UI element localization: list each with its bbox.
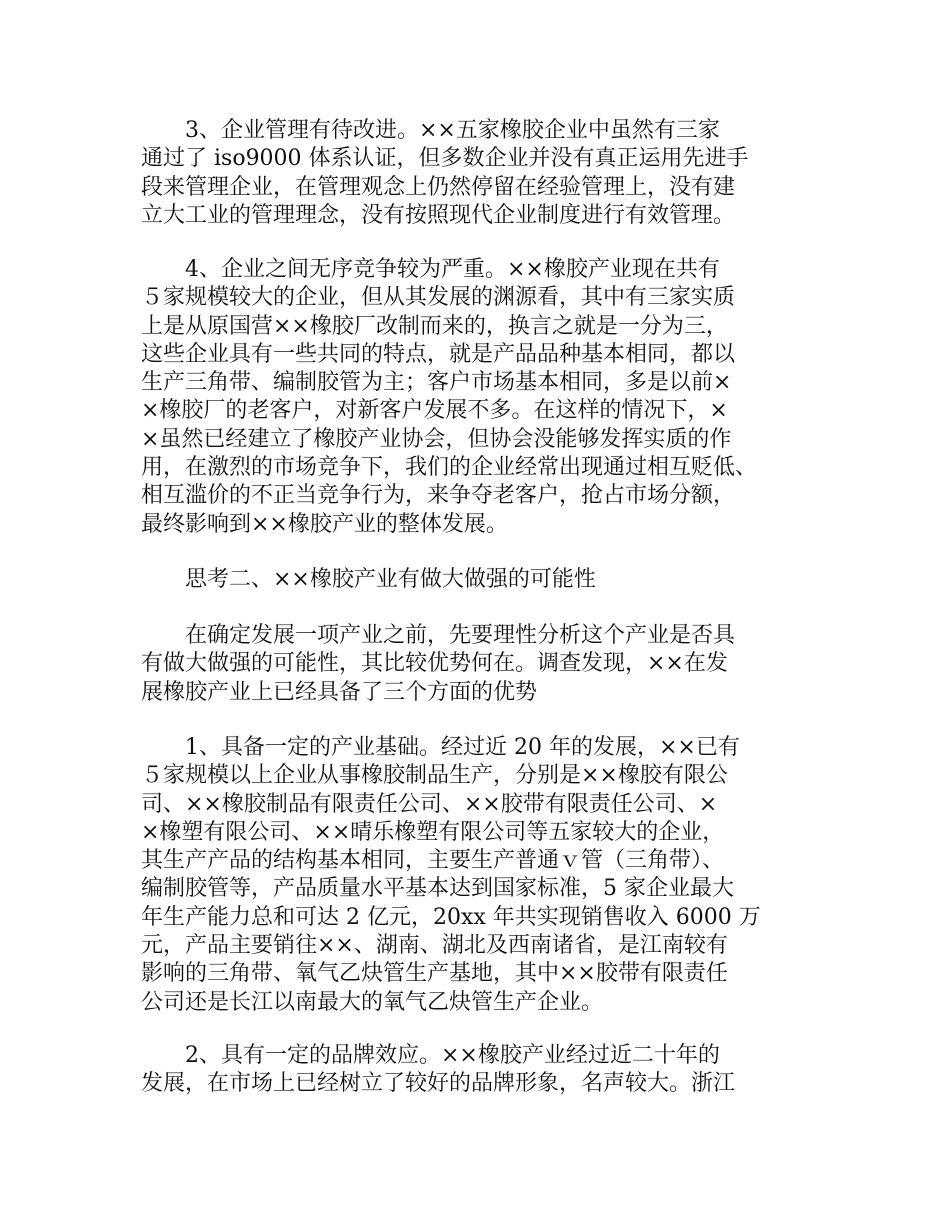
text-line: ×虽然已经建立了橡胶产业协会，但协会没能够发挥实质的作	[141, 426, 732, 452]
paragraph-foundation	[141, 734, 821, 1017]
text-line: 段来管理企业，在管理观念上仍然停留在经验管理上，没有建	[141, 174, 736, 200]
text-line: 影响的三角带、氧气乙炔管生产基地，其中××胶带有限责任	[141, 961, 728, 987]
text-line: 1、具备一定的产业基础。经过近 20 年的发展，××已有	[185, 735, 740, 760]
text-line: 4、企业之间无序竞争较为严重。××橡胶产业现在共有	[185, 257, 720, 282]
paragraph-body	[141, 734, 821, 1017]
text-line: ×橡塑有限公司、××晴乐橡塑有限公司等五家较大的企业，	[141, 819, 725, 845]
text-line: 司、××橡胶制品有限责任公司、××胶带有限责任公司、×	[141, 791, 718, 817]
text-line: 生产三角带、编制胶管为主；客户市场基本相同，多是以前×	[141, 370, 732, 396]
text-line: 公司还是长江以南最大的氧气乙炔管生产企业。	[141, 989, 604, 1015]
text-line: 通过了 iso9000 体系认证，但多数企业并没有真正运用先进手	[141, 146, 749, 172]
paragraph-body	[141, 117, 821, 230]
text-line: 上是从原国营××橡胶厂改制而来的，换言之就是一分为三，	[141, 313, 728, 339]
paragraph-body	[141, 1042, 821, 1099]
text-line: 发展，在市场上已经树立了较好的品牌形象，名声较大。浙江	[141, 1071, 736, 1097]
text-line: 年生产能力总和可达 2 亿元，20xx 年共实现销售收入 6000 万	[141, 904, 761, 930]
text-line: 这些企业具有一些共同的特点，就是产品品种基本相同，都以	[141, 341, 736, 367]
paragraph-management	[141, 117, 821, 230]
heading-body	[141, 566, 821, 594]
text-line: ×橡胶厂的老客户，对新客户发展不多。在这样的情况下，×	[141, 398, 728, 424]
paragraph-intro	[141, 622, 821, 707]
text-line: ５家规模以上企业从事橡胶制品生产，分别是××橡胶有限公	[141, 763, 728, 789]
section-heading: 思考二、××橡胶产业有做大做强的可能性	[185, 567, 596, 592]
paragraph-brand	[141, 1042, 821, 1099]
text-line: 最终影响到××橡胶产业的整体发展。	[141, 511, 508, 537]
text-line: ５家规模较大的企业，但从其发展的渊源看，其中有三家实质	[141, 285, 736, 311]
text-line: 展橡胶产业上已经具备了三个方面的优势	[141, 679, 538, 705]
text-line: 元，产品主要销往××、湖南、湖北及西南诸省，是江南较有	[141, 933, 728, 959]
text-line: 2、具有一定的品牌效应。××橡胶产业经过近二十年的	[185, 1043, 720, 1068]
text-line: 在确定发展一项产业之前，先要理性分析这个产业是否具	[185, 623, 736, 648]
text-line: 相互滥价的不正当竞争行为，来争夺老客户，抢占市场分额，	[141, 483, 736, 509]
paragraph-competition	[141, 256, 821, 539]
text-line: 3、企业管理有待改进。××五家橡胶企业中虽然有三家	[185, 118, 720, 143]
text-line: 编制胶管等，产品质量水平基本达到国家标准，5 家企业最大	[141, 876, 734, 902]
text-line: 用，在激烈的市场竞争下，我们的企业经常出现通过相互贬低、	[141, 455, 758, 481]
text-line: 其生产产品的结构基本相同，主要生产普通ｖ管（三角带）、	[141, 848, 725, 874]
text-line: 立大工业的管理理念，没有按照现代企业制度进行有效管理。	[141, 202, 736, 228]
text-line: 有做大做强的可能性，其比较优势何在。调查发现，××在发	[141, 651, 728, 677]
paragraph-body	[141, 256, 821, 539]
paragraph-body	[141, 622, 821, 707]
section-heading-thought-two	[141, 566, 821, 594]
